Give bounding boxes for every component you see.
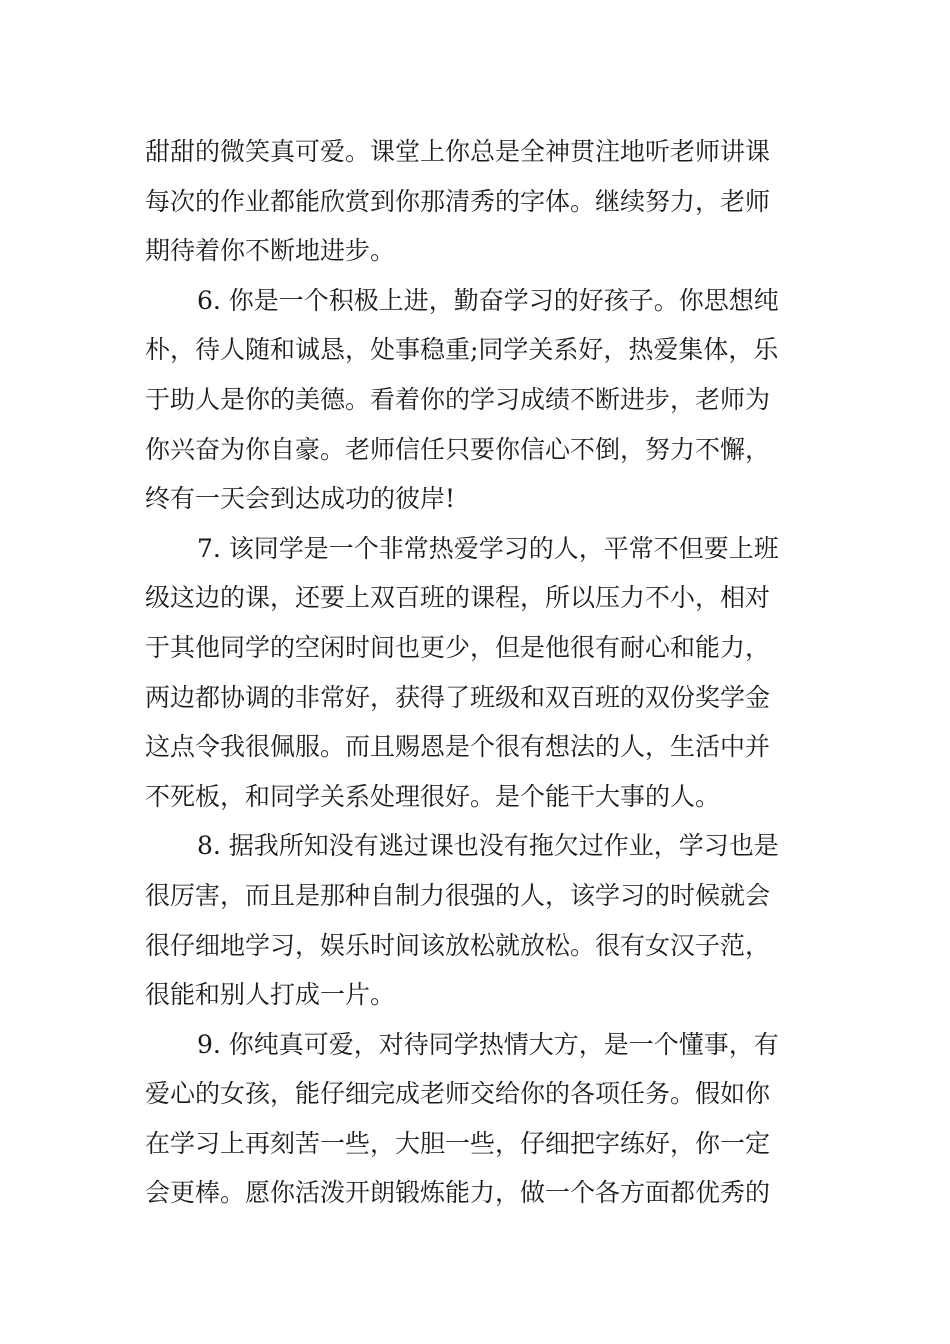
text-line: 你兴奋为你自豪。老师信任只要你信心不倒，努力不懈， <box>145 434 771 464</box>
text-line: 会更棒。愿你活泼开朗锻炼能力，做一个各方面都优秀的 <box>145 1178 771 1208</box>
text-line: 于助人是你的美德。看着你的学习成绩不断进步，老师为 <box>145 384 771 414</box>
text-line: 爱心的女孩，能仔细完成老师交给你的各项任务。假如你 <box>145 1079 771 1109</box>
text-line: 这点令我很佩服。而且赐恩是个很有想法的人，生活中并 <box>145 732 771 762</box>
item-8-first-line: 8. 据我所知没有逃过课也没有拖欠过作业，学习也是 <box>197 831 779 861</box>
text-line: 每次的作业都能欣赏到你那清秀的字体。继续努力，老师 <box>145 186 771 216</box>
text-line: 很仔细地学习，娱乐时间该放松就放松。很有女汉子范， <box>145 930 771 960</box>
document-body <box>145 127 815 1218</box>
item-7-first-line: 7. 该同学是一个非常热爱学习的人，平常不但要上班 <box>197 533 779 563</box>
text-line: 在学习上再刻苦一些，大胆一些，仔细把字练好，你一定 <box>145 1128 771 1158</box>
item-6-first-line: 6. 你是一个积极上进，勤奋学习的好孩子。你思想纯 <box>197 285 779 315</box>
text-line: 不死板，和同学关系处理很好。是个能干大事的人。 <box>145 781 721 811</box>
text-line: 甜甜的微笑真可爱。课堂上你总是全神贯注地听老师讲课 <box>145 137 771 166</box>
text-line: 很能和别人打成一片。 <box>145 980 396 1010</box>
text-line: 很厉害，而且是那种自制力很强的人，该学习的时候就会 <box>145 880 771 910</box>
text-line: 两边都协调的非常好，获得了班级和双百班的双份奖学金 <box>145 682 771 712</box>
text-line: 终有一天会到达成功的彼岸! <box>145 484 456 514</box>
text-line: 级这边的课，还要上双百班的课程，所以压力不小，相对 <box>145 583 771 613</box>
text-line: 期待着你不断地进步。 <box>145 236 396 266</box>
text-line: 于其他同学的空闲时间也更少，但是他很有耐心和能力， <box>145 632 771 662</box>
text-line: 朴，待人随和诚恳，处事稳重;同学关系好，热爱集体，乐 <box>145 335 779 365</box>
item-9-first-line: 9. 你纯真可爱，对待同学热情大方，是一个懂事，有 <box>197 1029 779 1059</box>
